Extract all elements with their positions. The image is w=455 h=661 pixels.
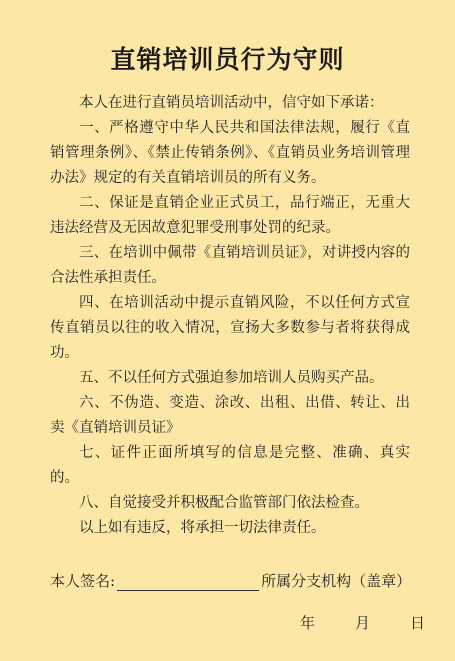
signature-row [50,570,430,592]
date-day-label: 日 [410,614,426,632]
paragraph-item-6: 六、不伪造、变造、涂改、出租、出借、转让、出卖《直销培训员证》 [50,395,410,436]
paragraph-intro: 本人在进行直销员培训活动中，信守如下承诺： [79,95,384,111]
document-title: 直销培训员行为守则 [110,45,345,74]
paragraph-item-5: 五、不以任何方式强迫参加培训人员购买产品。 [79,370,384,386]
paragraph-item-7: 七、证件正面所填写的信息是完整、准确、真实的。 [50,445,410,486]
paragraph-closing: 以上如有违反，将承担一切法律责任。 [79,520,326,536]
branch-stamp-label: 所属分支机构（盖章） [261,572,412,590]
paragraph-item-2: 二、保证是直销企业正式员工，品行端正，无重大违法经营及无因故意犯罪受刑事处罚的纪录。 [50,195,410,236]
paragraph-item-3: 三、在培训中佩带《直销培训员证》，对讲授内容的合法性承担责任。 [50,245,410,286]
paragraph-item-4: 四、在培训活动中提示直销风险，不以任何方式宣传直销员以往的收入情况，宣扬大多数参与者将获得成功。 [50,295,410,361]
date-month-label: 月 [355,614,371,632]
signature-label: 本人签名: [50,572,116,590]
document-body [50,91,410,541]
paragraph-item-8: 八、自觉接受并积极配合监管部门依法检查。 [79,495,369,511]
signature-line [117,572,259,591]
paragraph-item-1: 一、严格遵守中华人民共和国法律法规，履行《直销管理条例》、《禁止传销条例》、《直销员业务培训管理办法》规定的有关直销培训员的所有义务。 [50,120,410,186]
date-row [300,612,425,633]
date-year-label: 年 [300,614,316,632]
